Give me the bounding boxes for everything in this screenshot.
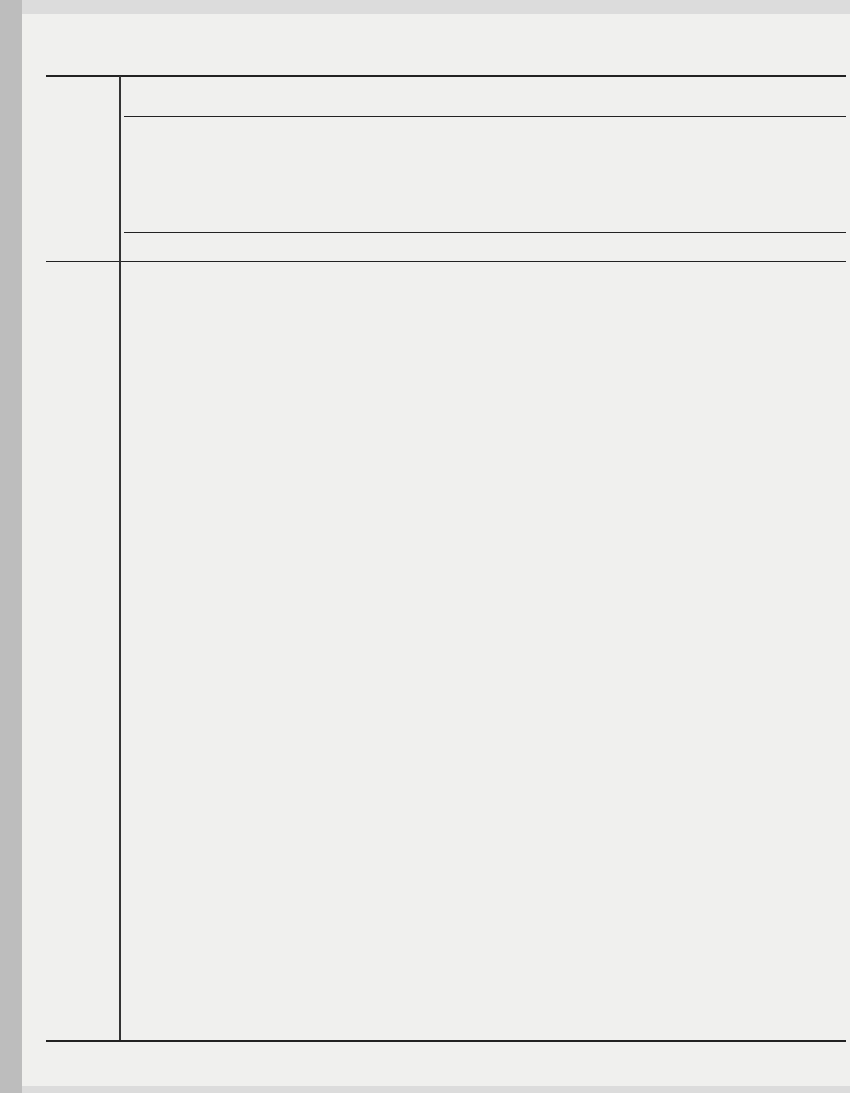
page-sheet xyxy=(22,14,850,1086)
section-rule xyxy=(124,116,846,117)
header-bottom-rule xyxy=(46,261,846,262)
bottom-rule xyxy=(46,1040,846,1042)
unit-rule xyxy=(124,232,846,233)
book-spine-shadow xyxy=(0,0,22,1093)
stub-divider xyxy=(119,76,121,1040)
top-rule xyxy=(46,75,846,77)
